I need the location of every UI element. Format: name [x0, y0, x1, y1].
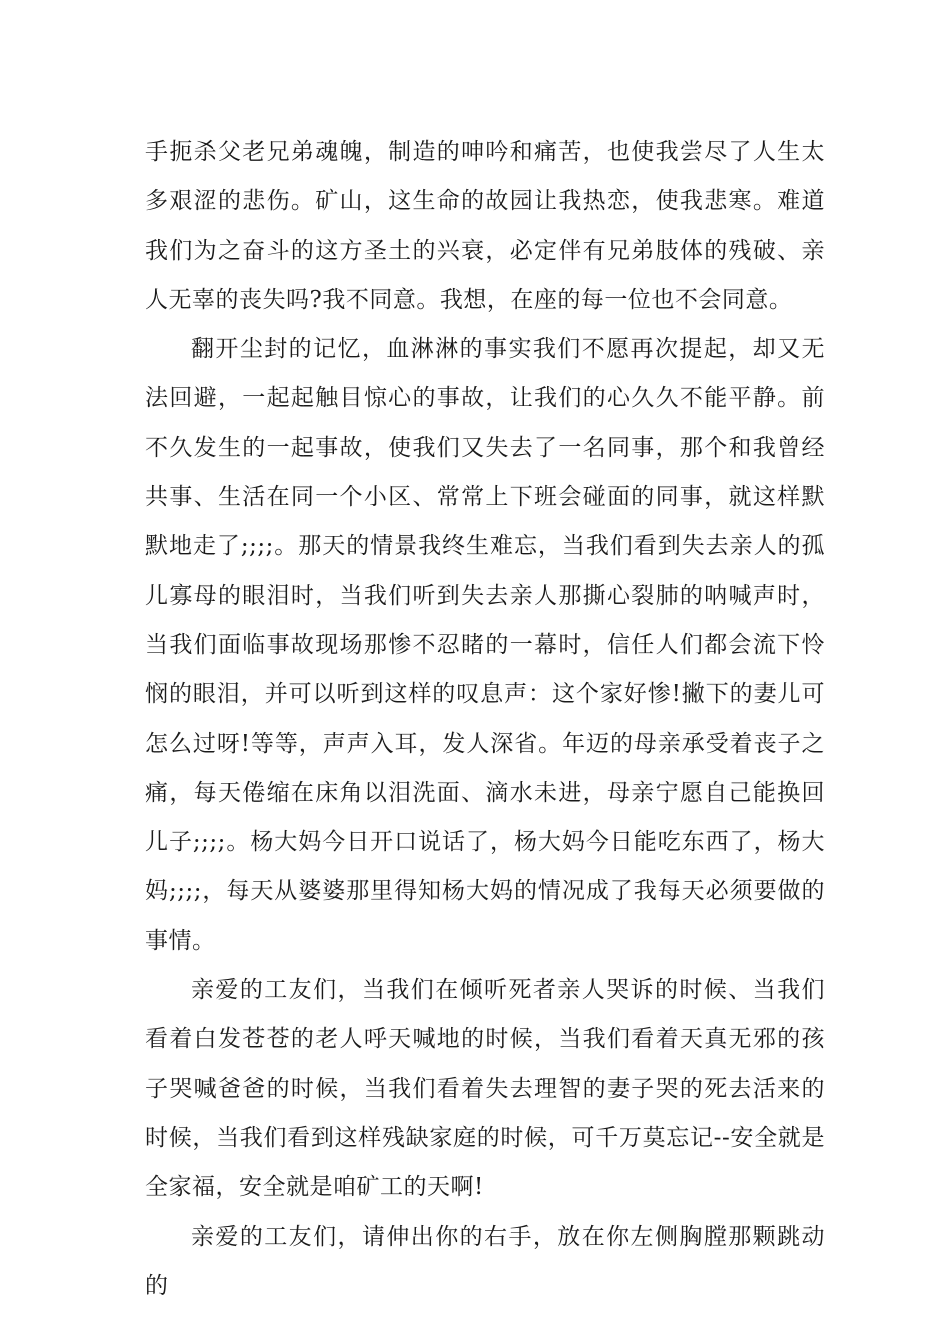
body-text: [145, 128, 825, 1311]
paragraph-3: 亲爱的工友们，当我们在倾听死者亲人哭诉的时候、当我们看着白发苍苍的老人呼天喊地的时候，当我们看着天真无邪的孩子哭喊爸爸的时候，当我们看着失去理智的妻子哭的死去活来的时候，当我们看到这样残缺家庭的时候，可千万莫忘记--安全就是全家福，安全就是咱矿工的天啊!: [145, 977, 825, 1201]
paragraph-1: 手扼杀父老兄弟魂魄，制造的呻吟和痛苦，也使我尝尽了人生太多艰涩的悲伤。矿山，这生命的故园让我热恋，使我悲寒。难道我们为之奋斗的这方圣土的兴衰，必定伴有兄弟肢体的残破、亲人无辜的丧失吗?我不同意。我想，在座的每一位也不会同意。: [145, 139, 825, 313]
paragraph-2: 翻开尘封的记忆，血淋淋的事实我们不愿再次提起，却又无法回避，一起起触目惊心的事故，让我们的心久久不能平静。前不久发生的一起事故，使我们又失去了一名同事，那个和我曾经共事、生活在同一个小区、常常上下班会碰面的同事，就这样默默地走了;;;;。那天的情景我终生难忘，当我们看到失去亲人的孤儿寡母的眼泪时，当我们听到失去亲人那撕心裂肺的呐喊声时，当我们面临事故现场那惨不忍睹的一幕时，信任人们都会流下怜悯的眼泪，并可以听到这样的叹息声：这个家好惨!撇下的妻儿可怎么过呀!等等，声声入耳，发人深省。年迈的母亲承受着丧子之痛，每天倦缩在床角以泪洗面、滴水未进，母亲宁愿自己能换回儿子;;;;。杨大妈今日开口说话了，杨大妈今日能吃东西了，杨大妈;;;;，每天从婆婆那里得知杨大妈的情况成了我每天必须要做的事情。: [145, 336, 825, 954]
paragraph-4: 亲爱的工友们，请伸出你的右手，放在你左侧胸膛那颗跳动的: [145, 1223, 825, 1299]
